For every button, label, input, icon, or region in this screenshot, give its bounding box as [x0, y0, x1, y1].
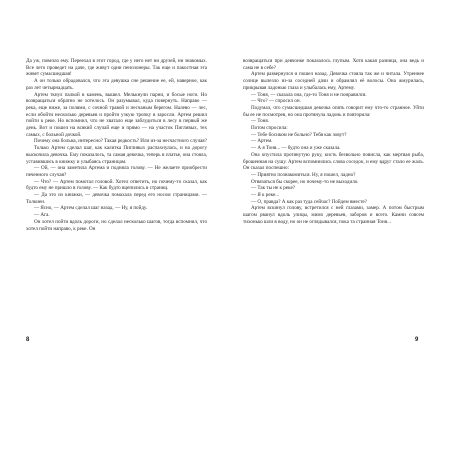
paragraph: — Тоня, — сказала она, где-то Тоня и не понравился. [251, 91, 367, 98]
paragraph: Только Артем сделал шаг, как калитка Пигливых распахнулась, и на дорогу выскочила девочка. Ему показалось, та самая девочка, теперь в платье, она стояла, уставившись в книжку и улыбаясь страницам. [26, 145, 207, 165]
paragraph: — Тоня. [251, 118, 269, 125]
left-page-text [26, 58, 207, 232]
paragraph: Артем вскинул голову, встретился с ней глазами, замер. А потом быстрым шагом рванул вдоль улицы, мимо деревьев, заборов и всего. Камни совсем тихонько шли в воду, но он не оглядывался, пока та странная Тоня... [243, 205, 424, 225]
paragraph: — Ага. [34, 212, 50, 219]
paragraph: — Что? — спросил он. [251, 98, 301, 105]
paragraph: Он хотел пойти вдоль дороги, но сделал несколько шагов, тогда вспомнил, что хотел пойти направо, к реке. Он [26, 218, 207, 232]
paragraph: — Ой, — она заметила Артема и подняла голову. — Не желаете приобрести печенного случая? [26, 165, 207, 178]
paragraph: — Что? — Артем помотал головой. Хотел ответить, но почему-то сказал, как будто ему не пришло в голову. — Как будто вцепились в страниц. [26, 178, 207, 192]
right-page-text [243, 58, 424, 226]
paragraph: — Артем. [251, 138, 273, 145]
paragraph: — Ясно, — Артем сделал шаг назад. — Ну, я пойду. [34, 205, 148, 212]
paragraph: Да уж, повезло ему. Переехал в этот город, где у него нет ни друзей, ни знакомых. Все лето проведет на даче, где живут одни пенсионеры. Так еще и пакостная эта живет сумасшедшая! [26, 58, 207, 78]
paragraph: Почему она больна, интересно? Такая редкость? Или из-за несчастного случая? [34, 138, 207, 145]
paragraph: Артем развернулся и пошел назад. Девочка стояла так же и читала. Утреннее солнце вылезло из-за соседней дачи и обрамлял её волосы. Она жмурилась, прикрывая ладонью глаза и улыбалась ему, Артему. [243, 71, 424, 91]
page-number-left: 8 [26, 337, 30, 343]
paragraph: — Так ты не к реке? [251, 185, 295, 192]
paragraph: Подумал, что сумасшедшая девочка опять говорит ему что-то странное. Уйти бы ее не посмотрев, но она протянула ладонь и повторила: [243, 104, 424, 118]
paragraph: А он только обрадовался, что эта девушка сне решение ее, ей, наверное, как раз лет четырнадцать. [26, 78, 207, 91]
paragraph: — О, правда? А как раз туда сейчас? Пойдем вместе? [251, 198, 367, 205]
paragraph: — Я к реке... [251, 192, 280, 199]
paragraph: Отвязаться бы скорее, но почему-то не выходило. [251, 178, 359, 185]
paragraph: — Да это из книжки, — девочка помахала перед его носом страницами. — Толкиен. [26, 192, 207, 205]
paragraph: Потом спросила: [251, 125, 288, 132]
paragraph: — Приятно познакомиться. Ну, я пошел, ладно? [251, 171, 356, 178]
paragraph: — А я Тоня... — будто она и уже сказала. [251, 145, 341, 152]
page-number-right: 9 [415, 337, 419, 343]
paragraph: — Тебе босиком не больно? Тебя как зовут? [251, 131, 347, 138]
paragraph: Артем ткнул палкой в камень, вышел. Мелькнули парни, и босые ноги. Но возвращаться обратно не хотелось. Он разумывал, куда повернуть. Направо — река, еще ниже, за полями, с сочной травой и песчаным берегом. Налево — лес, если обойти несколько деревьев и пройти узкую тропку в заросли. Артем решил пойти к реке. Но вспомнил, что не хватало еще заблудиться в лесу в первый же день. Вот и пошел на всякий случай еще и прямо — на участок Пигливых, тех самых, с больной дочкой. [26, 91, 207, 138]
paragraph: возвращаться при девчонке показалось глупым. Хотя какая разница, она ведь и сама не в себе? [243, 58, 424, 71]
paragraph: Она опустила протянутую руку, кисть безвольно повисла, как мертвая рыба, брошенная на сушу. Артем вспомнились слова соседок, и ему вдруг стало ее жаль. Он сказал поспешно: [243, 151, 424, 172]
